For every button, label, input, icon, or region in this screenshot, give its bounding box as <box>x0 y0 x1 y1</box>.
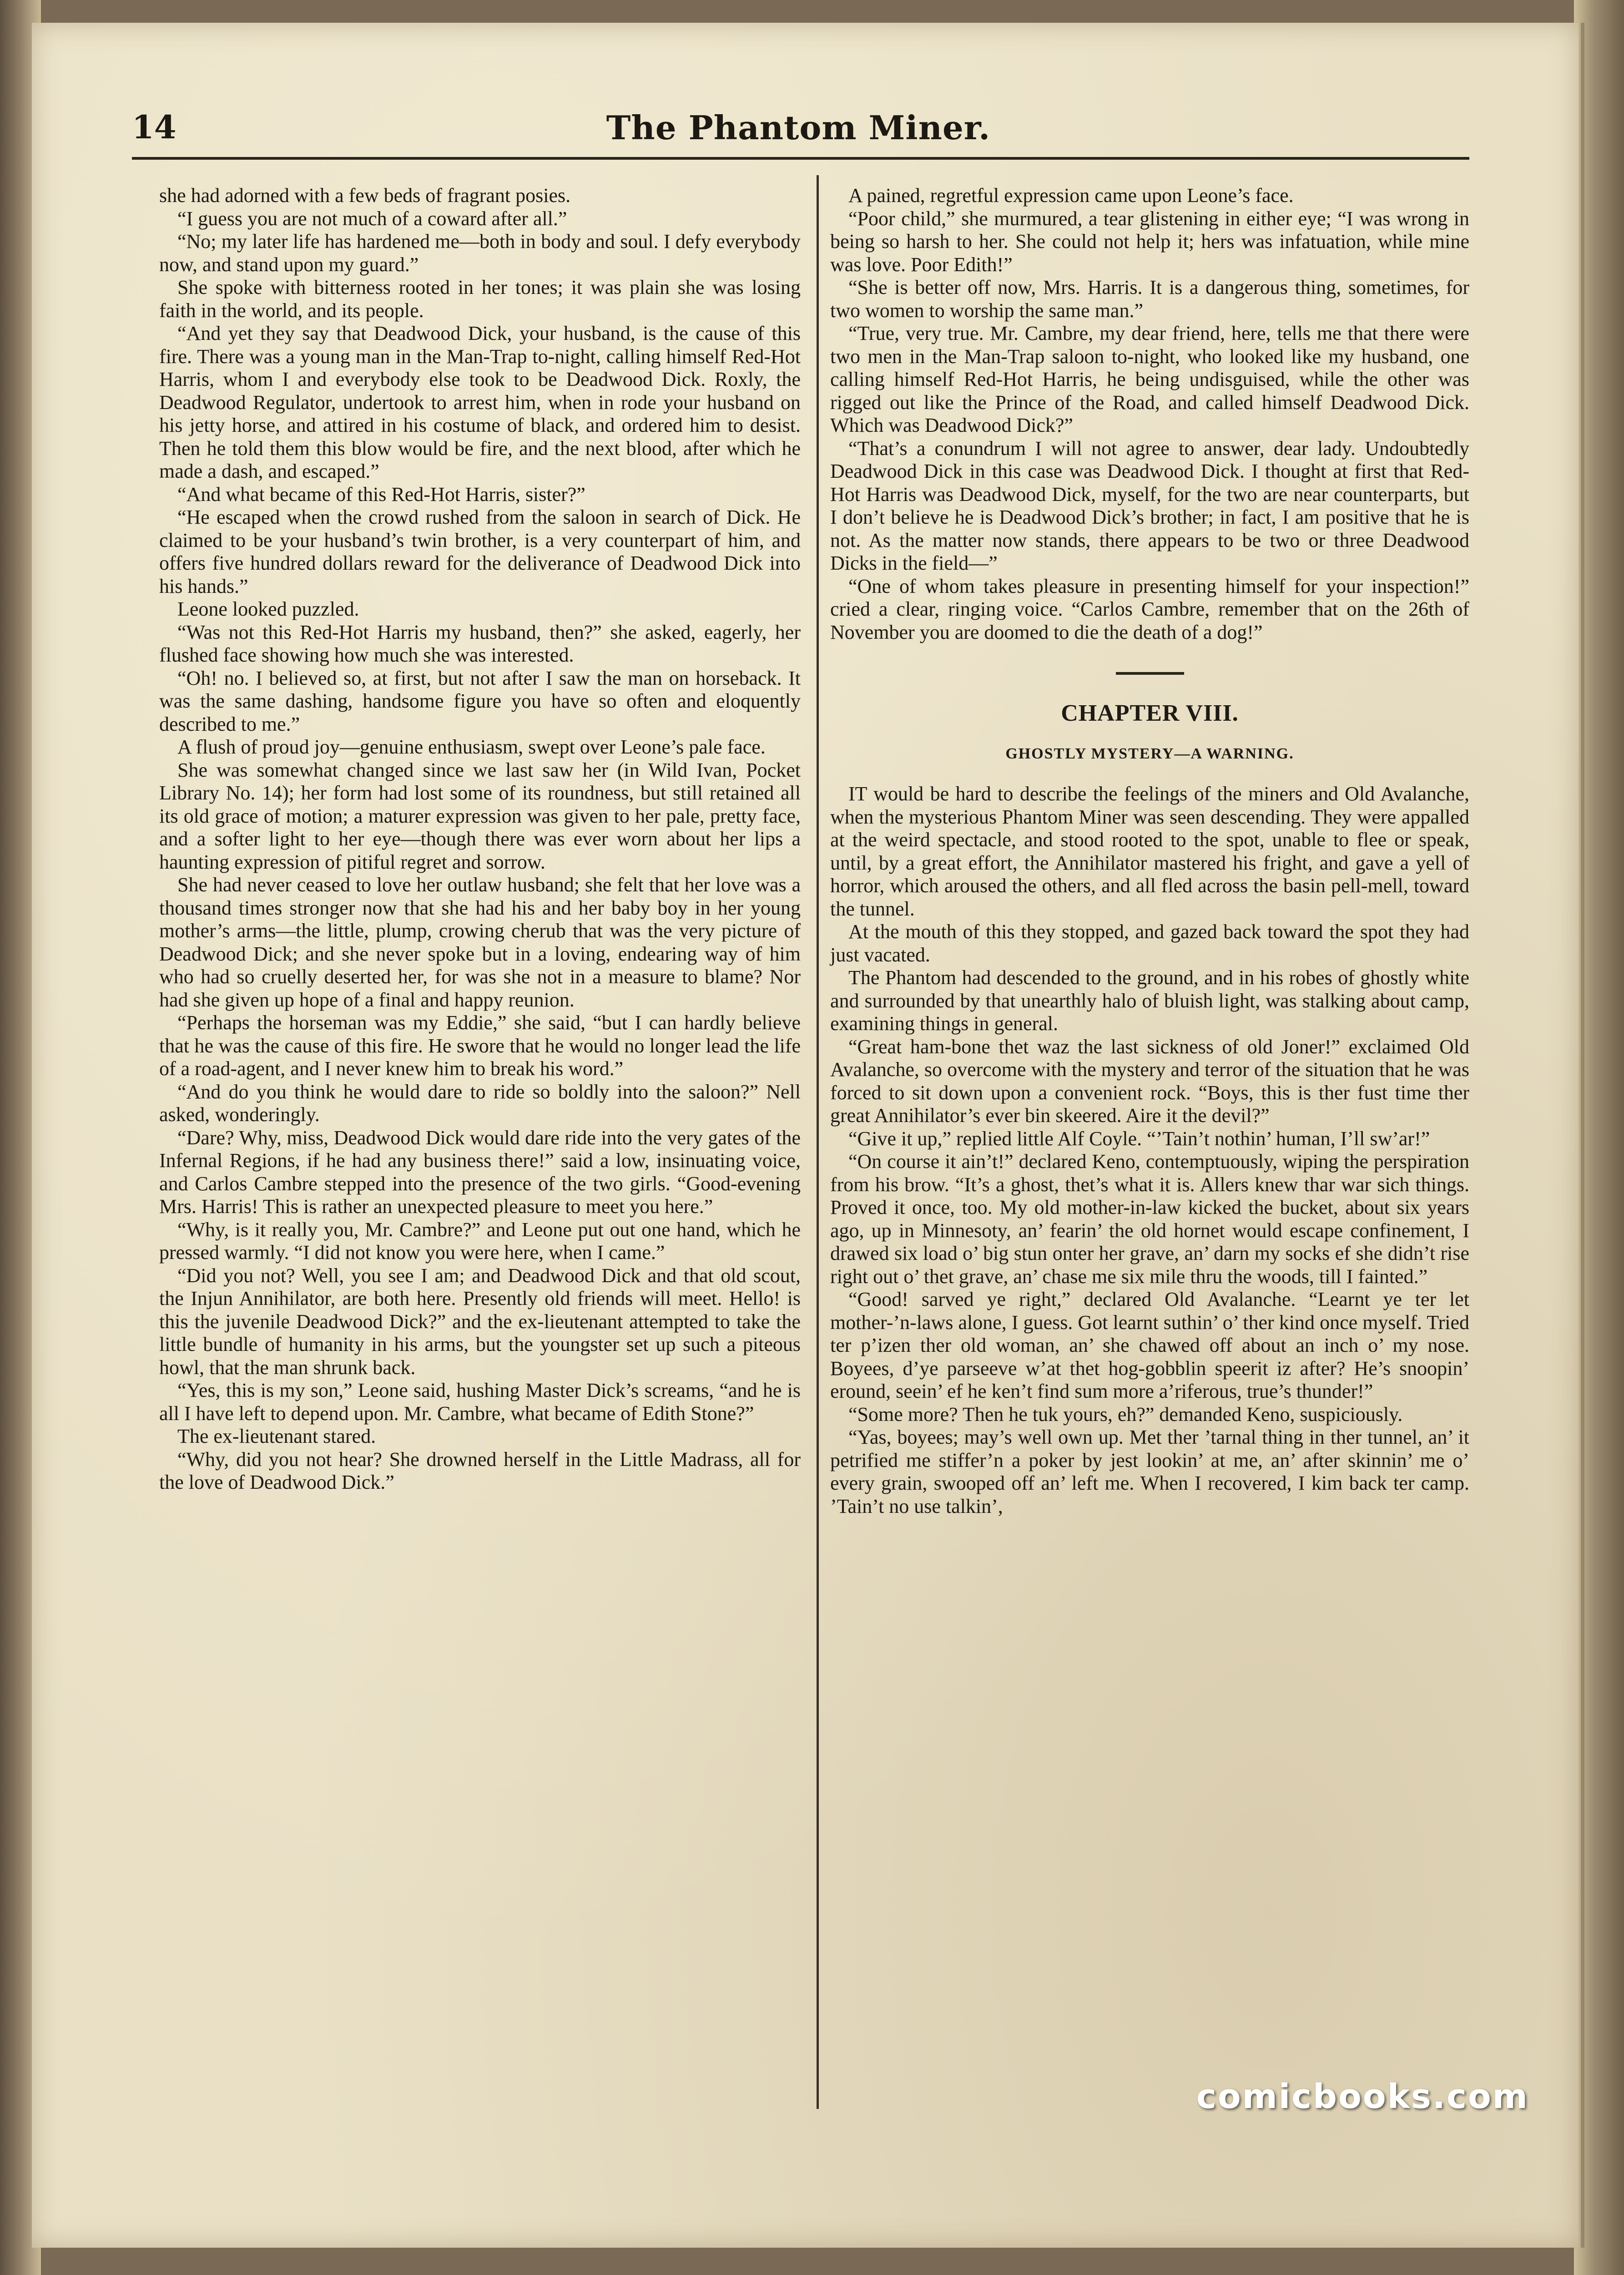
chapter-title: CHAPTER VIII. <box>1061 700 1239 726</box>
paragraph: “Why, is it really you, Mr. Cambre?” and Leone put out one hand, which he pressed warmly. “I did not know you were here, when I came.” <box>159 1218 801 1264</box>
page-header <box>132 108 1465 149</box>
chapter-subtitle: GHOSTLY MYSTERY—A WARNING. <box>1005 745 1294 762</box>
paragraph: “On course it ain’t!” declared Keno, contemptuously, wiping the perspiration from his brow. “It’s a ghost, thet’s what it is. Allers knew thar war sich things. Proved it once, too. My old mother-in-law kicked the bucket, about six years ago, up in Minnesoty, an’ fearin’ the old hornet would escape confinement, I drawed six load o’ big stun onter her grave, an’ darn my socks ef she didn’t rise right out o’ thet grave, an’ chase me six mile thru the woods, till I fainted.” <box>830 1150 1469 1288</box>
paragraph: “Was not this Red-Hot Harris my husband, then?” she asked, eagerly, her flushed face showing how much she was interested. <box>159 621 801 666</box>
paragraph: “She is better off now, Mrs. Harris. It is a dangerous thing, sometimes, for two women to worship the same man.” <box>830 276 1469 322</box>
paragraph: “Great ham-bone thet waz the last sickness of old Joner!” exclaimed Old Avalanche, so overcome with the mystery and terror of the situation that he was forced to sit down upon a convenient rock. “Boys, this is ther fust time ther great Annihilator’s ever bin skeered. Aire it the devil?” <box>830 1035 1469 1127</box>
header-rule <box>132 157 1469 160</box>
right-column <box>830 184 1469 1518</box>
paragraph: The ex-lieutenant stared. <box>177 1425 376 1447</box>
paragraph: A pained, regretful expression came upon Leone’s face. <box>848 184 1294 207</box>
paragraph: Leone looked puzzled. <box>177 598 359 620</box>
paragraph: “Did you not? Well, you see I am; and Deadwood Dick and that old scout, the Injun Annihilator, are both here. Presently old friends will meet. Hello! is this the juvenile Deadwood Dick?” and the ex-lieutenant attempted to take the little bundle of humanity in his arms, but the youngster set up such a piteous howl, that the man shrunk back. <box>159 1264 801 1379</box>
paragraph: “Dare? Why, miss, Deadwood Dick would dare ride into the very gates of the Infernal Regions, if he had any business there!” said a low, insinuating voice, and Carlos Cambre stepped into the presence of the two girls. “Good-evening Mrs. Harris! This is rather an unexpected pleasure to meet you here.” <box>159 1126 801 1218</box>
paragraph: “And yet they say that Deadwood Dick, your husband, is the cause of this fire. There was a young man in the Man-Trap to-night, calling himself Red-Hot Harris, whom I and everybody else took to be Deadwood Dick. Roxly, the Deadwood Regulator, undertook to arrest him, when in rode your husband on his jetty horse, and attired in his costume of black, and ordered him to desist. Then he told them this blow would be fire, and the next blood, after which he made a dash, and escaped.” <box>159 322 801 482</box>
paragraph: “Yas, boyees; may’s well own up. Met ther ’tarnal thing in ther tunnel, an’ it petrified me stiffer’n a poker by jest lookin’ at me, an’ after skinnin’ me o’ every grain, swooped off an’ left me. When I recovered, I kim back ter camp. ’Tain’t no use talkin’, <box>830 1426 1469 1517</box>
column-divider <box>817 175 819 2109</box>
paragraph: “Good! sarved ye right,” declared Old Avalanche. “Learnt ye ter let mother-’n-laws alone, I guess. Got learnt suthin’ o’ ther kind once myself. Tried ter p’izen ther old woman, an’ she chawed off about an inch o’ my nose. Boyees, d’ye parseeve w’at thet hog-gobblin speerit iz after? He’s snoopin’ eround, seein’ ef he ken’t find sum more a’riferous, true’s thunder!” <box>830 1288 1469 1402</box>
paragraph: “And what became of this Red-Hot Harris, sister?” <box>177 483 585 506</box>
paragraph: “He escaped when the crowd rushed from the saloon in search of Dick. He claimed to be your husband’s twin brother, is a very counterpart of him, and offers five hundred dollars reward for the deliverance of Deadwood Dick into his hands.” <box>159 506 801 597</box>
paragraph: “Yes, this is my son,” Leone said, hushing Master Dick’s screams, “and he is all I have left to depend upon. Mr. Cambre, what became of Edith Stone?” <box>159 1379 801 1425</box>
paragraph: The Phantom had descended to the ground, and in his robes of ghostly white and surrounded by that unearthly halo of bluish light, was stalking about camp, examining things in general. <box>830 966 1469 1035</box>
paragraph: At the mouth of this they stopped, and gazed back toward the spot they had just vacated. <box>830 920 1469 966</box>
running-title: The Phantom Miner. <box>606 108 991 147</box>
left-column <box>159 184 801 1494</box>
paragraph: she had adorned with a few beds of fragrant posies. <box>159 184 571 207</box>
paragraph: “Some more? Then he tuk yours, eh?” demanded Keno, suspiciously. <box>848 1403 1403 1426</box>
chapter-divider <box>1116 672 1184 675</box>
paragraph: “Why, did you not hear? She drowned herself in the Little Madrass, all for the love of Deadwood Dick.” <box>159 1448 801 1493</box>
paragraph: She had never ceased to love her outlaw husband; she felt that her love was a thousand times stronger now that she had his and her baby boy in her young mother’s arms—the little, plump, crowing cherub that was the very picture of Deadwood Dick; and she never spoke but in a loving, endearing way of him who had so cruelly deserted her, for was she not in a measure to blame? Nor had she given up hope of a final and happy reunion. <box>159 874 801 1011</box>
paragraph: A flush of proud joy—genuine enthusiasm, swept over Leone’s pale face. <box>177 736 766 758</box>
paragraph: She was somewhat changed since we last saw her (in Wild Ivan, Pocket Library No. 14); her form had lost some of its roundness, but still retained all its old grace of motion; a maturer expression was given to her pale, pretty face, and a softer light to her eye—though there was ever worn about her lips a haunting expression of pitiful regret and sorrow. <box>159 758 801 873</box>
paragraph: “And do you think he would dare to ride so boldly into the saloon?” Nell asked, wonderingly. <box>159 1080 801 1126</box>
paragraph: “One of whom takes pleasure in presenting himself for your inspection!” cried a clear, ringing voice. “Carlos Cambre, remember that on the 26th of November you are doomed to die the death of a dog!” <box>830 575 1469 643</box>
paragraph: “I guess you are not much of a coward after all.” <box>177 207 567 230</box>
paragraph: “That’s a conundrum I will not agree to answer, dear lady. Undoubtedly Deadwood Dick in this case was Deadwood Dick. I thought at first that Red-Hot Harris was Deadwood Dick, myself, for the two are near counterparts, but I don’t believe he is Deadwood Dick’s brother; in fact, I am positive that he is not. As the matter now stands, there appears to be two or three Deadwood Dicks in the field—” <box>830 437 1469 574</box>
paragraph: “Oh! no. I believed so, at first, but not after I saw the man on horseback. It was the same dashing, handsome figure you have so often and eloquently described to me.” <box>159 667 801 735</box>
paragraph: IT would be hard to describe the feelings of the miners and Old Avalanche, when the mysterious Phantom Miner was seen descending. They were appalled at the weird spectacle, and stood rooted to the spot, unable to flee or speak, until, by a great effort, the Annihilator mastered his fright, and gave a yell of horror, which aroused the others, and all fled across the basin pell-mell, toward the tunnel. <box>830 783 1469 920</box>
paragraph: “Perhaps the horseman was my Eddie,” she said, “but I can hardly believe that he was the cause of this fire. He swore that he would no longer lead the life of a road-agent, and I never knew him to break his word.” <box>159 1011 801 1080</box>
page-number: 14 <box>132 108 177 146</box>
page-edge-shadow <box>1581 23 1584 2248</box>
paragraph: “Poor child,” she murmured, a tear glistening in either eye; “I was wrong in being so harsh to her. She could not help it; hers was infatuation, while mine was love. Poor Edith!” <box>830 207 1469 276</box>
paragraph: “Give it up,” replied little Alf Coyle. “’Tain’t nothin’ human, I’ll sw’ar!” <box>848 1127 1430 1150</box>
paragraph: “True, very true. Mr. Cambre, my dear friend, here, tells me that there were two men in the Man-Trap saloon to-night, who looked like my husband, one calling himself Red-Hot Harris, he being undisguised, while the other was rigged out like the Prince of the Road, and called himself Deadwood Dick. Which was Deadwood Dick?” <box>830 322 1469 436</box>
paragraph: She spoke with bitterness rooted in her tones; it was plain she was losing faith in the world, and its people. <box>159 276 801 322</box>
paragraph: “No; my later life has hardened me—both in body and soul. I defy everybody now, and stand upon my guard.” <box>159 230 801 276</box>
site-watermark: comicbooks.com <box>1196 2077 1529 2116</box>
